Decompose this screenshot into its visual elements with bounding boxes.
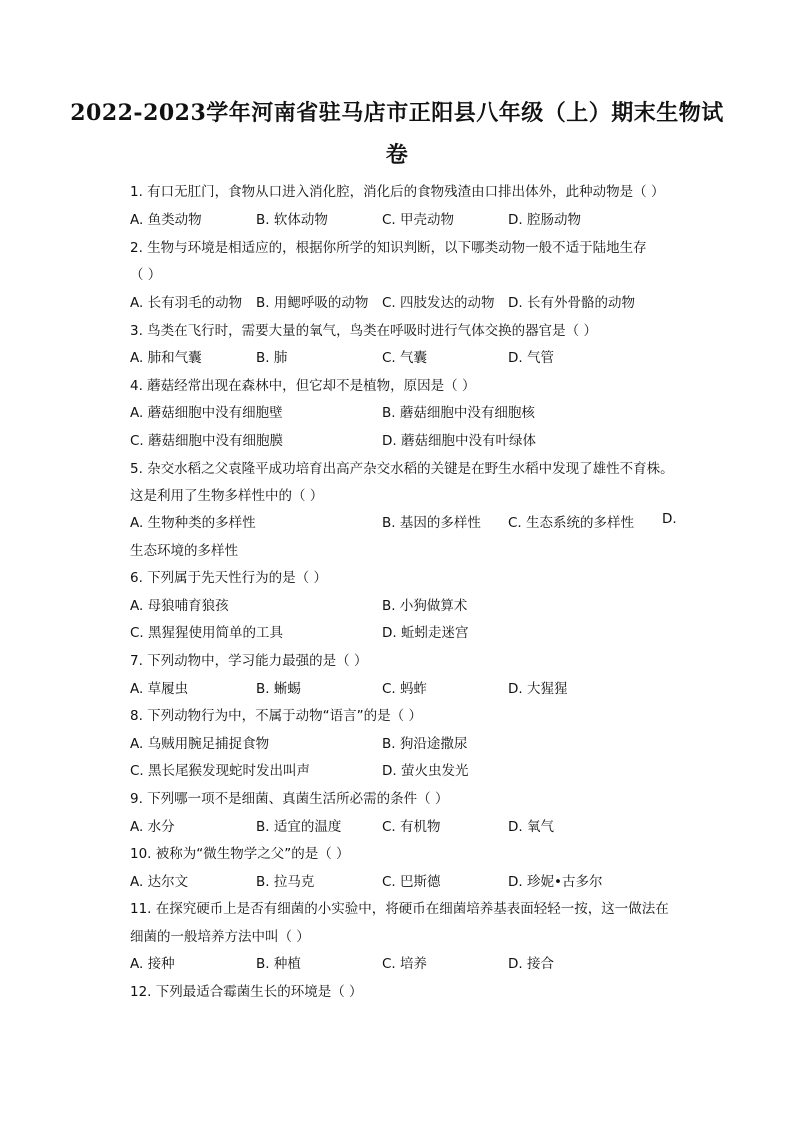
question-2-option-a: A. 长有羽毛的动物 xyxy=(130,295,243,311)
question-2-option-b: B. 用鳃呼吸的动物 xyxy=(256,295,369,311)
question-12-stem: 12. 下列最适合霉菌生长的环境是（ ） xyxy=(130,984,363,1000)
question-11-stem-continued: 细菌的一般培养方法中叫（ ） xyxy=(130,929,310,945)
question-9-option-d: D. 氧气 xyxy=(508,819,554,835)
question-10-option-d: D. 珍妮•古多尔 xyxy=(508,874,603,890)
question-2-option-d: D. 长有外骨骼的动物 xyxy=(508,295,635,311)
question-5-option-a: A. 生物种类的多样性 xyxy=(130,515,256,531)
question-11-option-d: D. 接合 xyxy=(508,956,554,972)
question-7-option-b: B. 蜥蜴 xyxy=(256,681,301,697)
question-5-option-c: C. 生态系统的多样性 xyxy=(508,515,635,531)
question-9-option-b: B. 适宜的温度 xyxy=(256,819,342,835)
question-5-stem-continued: 这是利用了生物多样性中的（ ） xyxy=(130,488,324,504)
page-title-continued: 卷 xyxy=(385,142,409,168)
question-2-option-c: C. 四肢发达的动物 xyxy=(382,295,495,311)
question-2-stem-continued: （ ） xyxy=(130,267,162,283)
question-5-option-b: B. 基因的多样性 xyxy=(382,515,481,531)
question-1-option-a: A. 鱼类动物 xyxy=(130,212,202,228)
question-6-option-a: A. 母狼哺育狼孩 xyxy=(130,598,229,614)
question-10-option-a: A. 达尔文 xyxy=(130,874,189,890)
question-8-stem: 8. 下列动物行为中，不属于动物“语言”的是（ ） xyxy=(130,708,422,724)
question-4-option-a: A. 蘑菇细胞中没有细胞壁 xyxy=(130,405,283,421)
question-6-option-c: C. 黑猩猩使用简单的工具 xyxy=(130,625,284,641)
question-3-option-c: C. 气囊 xyxy=(382,350,428,366)
question-5-option-d-label: D. xyxy=(662,511,677,527)
question-4-stem: 4. 蘑菇经常出现在森林中，但它却不是植物，原因是（ ） xyxy=(130,378,476,394)
question-3-option-b: B. 肺 xyxy=(256,350,288,366)
question-7-option-a: A. 草履虫 xyxy=(130,681,189,697)
question-8-option-a: A. 乌贼用腕足捕捉食物 xyxy=(130,736,270,752)
question-10-option-c: C. 巴斯德 xyxy=(382,874,441,890)
question-11-stem: 11. 在探究硬币上是否有细菌的小实验中，将硬币在细菌培养基表面轻轻一按，这一做法在 xyxy=(130,901,669,917)
question-8-option-b: B. 狗沿途撒尿 xyxy=(382,736,468,752)
question-7-option-c: C. 蚂蚱 xyxy=(382,681,428,697)
question-3-option-a: A. 肺和气囊 xyxy=(130,350,202,366)
question-8-option-d: D. 萤火虫发光 xyxy=(382,763,469,779)
question-10-option-b: B. 拉马克 xyxy=(256,874,315,890)
question-1-option-b: B. 软体动物 xyxy=(256,212,328,228)
question-8-option-c: C. 黑长尾猴发现蛇时发出叫声 xyxy=(130,763,311,779)
question-7-stem: 7. 下列动物中，学习能力最强的是（ ） xyxy=(130,653,368,669)
question-3-stem: 3. 鸟类在飞行时，需要大量的氧气，鸟类在呼吸时进行气体交换的器官是（ ） xyxy=(130,323,597,339)
question-3-option-d: D. 气管 xyxy=(508,350,554,366)
question-10-stem: 10. 被称为“微生物学之父”的是（ ） xyxy=(130,846,350,862)
question-9-option-a: A. 水分 xyxy=(130,819,175,835)
question-9-option-c: C. 有机物 xyxy=(382,819,441,835)
question-1-stem: 1. 有口无肛门，食物从口进入消化腔，消化后的食物残渣由口排出体外，此种动物是（ ） xyxy=(130,184,665,200)
question-5-stem: 5. 杂交水稻之父袁隆平成功培育出高产杂交水稻的关键是在野生水稻中发现了雄性不育株。 xyxy=(130,461,674,477)
question-6-option-b: B. 小狗做算术 xyxy=(382,598,468,614)
question-2-stem: 2. 生物与环境是相适应的，根据你所学的知识判断，以下哪类动物一般不适于陆地生存 xyxy=(130,240,647,256)
question-6-option-d: D. 蚯蚓走迷宫 xyxy=(382,625,469,641)
question-11-option-a: A. 接种 xyxy=(130,956,175,972)
question-11-option-b: B. 种植 xyxy=(256,956,301,972)
question-6-stem: 6. 下列属于先天性行为的是（ ） xyxy=(130,570,327,586)
question-4-option-b: B. 蘑菇细胞中没有细胞核 xyxy=(382,405,535,421)
page-title: 2022-2023学年河南省驻马店市正阳县八年级（上）期末生物试 xyxy=(70,100,724,126)
question-1-option-d: D. 腔肠动物 xyxy=(508,212,581,228)
question-4-option-c: C. 蘑菇细胞中没有细胞膜 xyxy=(130,433,284,449)
question-9-stem: 9. 下列哪一项不是细菌、真菌生活所必需的条件（ ） xyxy=(130,791,449,807)
question-11-option-c: C. 培养 xyxy=(382,956,428,972)
question-1-option-c: C. 甲壳动物 xyxy=(382,212,455,228)
question-7-option-d: D. 大猩猩 xyxy=(508,681,568,697)
question-4-option-d: D. 蘑菇细胞中没有叶绿体 xyxy=(382,433,536,449)
question-5-option-d: 生态环境的多样性 xyxy=(130,543,238,559)
